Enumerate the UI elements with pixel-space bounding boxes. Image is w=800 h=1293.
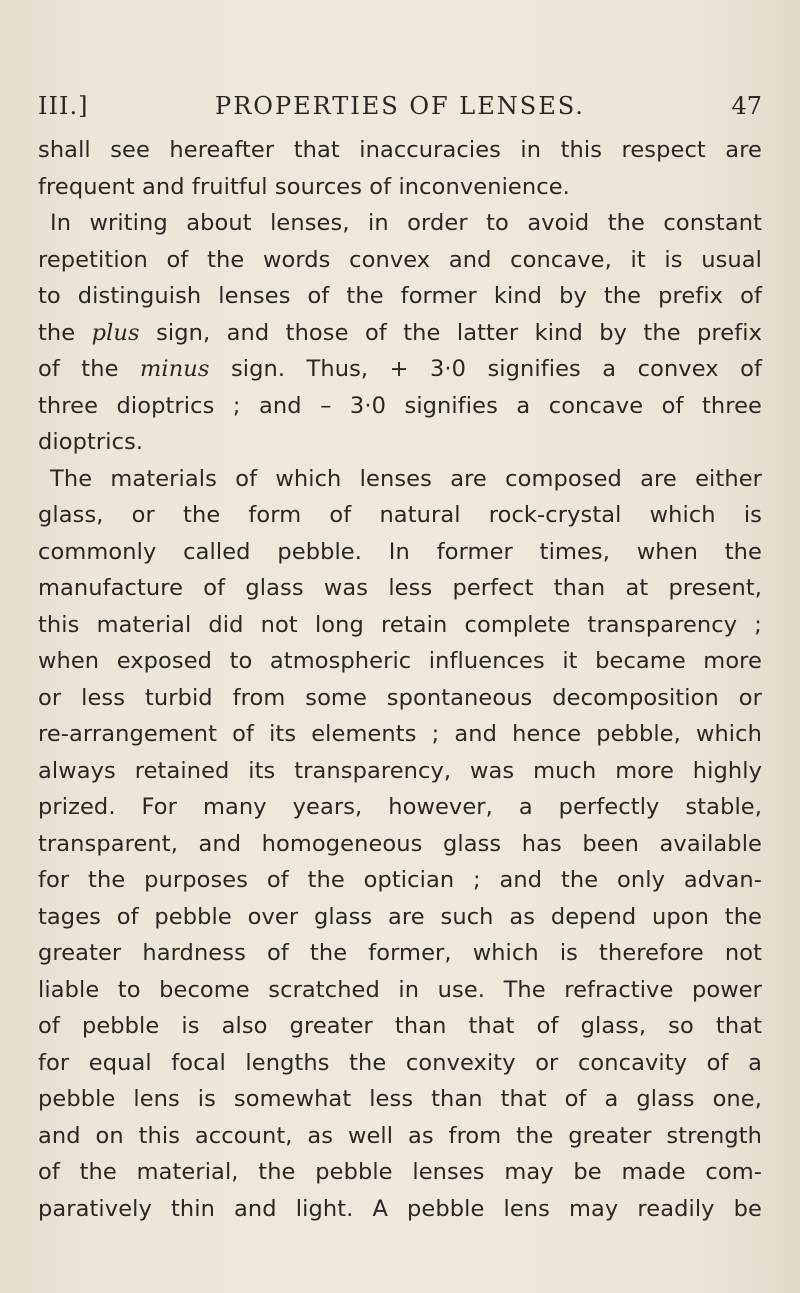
text-line <box>38 315 762 352</box>
text-line: liable to become scratched in use. The refractive power <box>38 976 762 1003</box>
text-fragment: of the <box>38 356 140 382</box>
text-line: greater hardness of the former, which is therefore not <box>38 940 762 966</box>
body-text <box>38 132 762 1227</box>
text-line: paratively thin and light. A pebble lens may readily be <box>38 1195 762 1222</box>
text-line: for equal focal lengths the convexity or concavity of a <box>38 1049 762 1076</box>
text-line: frequent and fruitful sources of inconvenience. <box>38 173 570 200</box>
text-fragment: the <box>38 319 92 346</box>
text-line: when exposed to atmospheric influences it became more <box>38 648 762 674</box>
italic-term-minus: minus <box>139 356 210 382</box>
text-line: The materials of which lenses are composed are either <box>50 465 762 492</box>
text-line: for the purposes of the optician ; and the only advan- <box>38 867 762 893</box>
text-line: of pebble is also greater than that of glass, so that <box>38 1013 762 1039</box>
text-fragment: sign, and those of the latter kind by the prefix <box>139 319 762 346</box>
text-line: always retained its transparency, was much more highly <box>38 757 762 784</box>
page-number: 47 <box>731 92 762 120</box>
italic-term-plus: plus <box>91 319 140 346</box>
text-line: commonly called pebble. In former times, when the <box>38 538 762 565</box>
text-line <box>38 351 762 388</box>
running-title: PROPERTIES OF LENSES. <box>215 92 585 120</box>
text-line: to distinguish lenses of the former kind by the prefix of <box>38 283 762 309</box>
running-header <box>38 88 762 132</box>
text-line: In writing about lenses, in order to avoid the constant <box>50 210 762 236</box>
text-line: three dioptrics ; and – 3·0 signifies a concave of three <box>38 392 762 419</box>
text-line: repetition of the words convex and concave, it is usual <box>38 246 762 273</box>
text-line: this material did not long retain complete transparency ; <box>38 611 762 638</box>
text-line: dioptrics. <box>38 429 144 455</box>
text-line: re-arrangement of its elements ; and hence pebble, which <box>38 721 762 747</box>
text-line: glass, or the form of natural rock-crystal which is <box>38 502 762 528</box>
text-line: of the material, the pebble lenses may be made com- <box>38 1159 762 1185</box>
text-line: or less turbid from some spontaneous decomposition or <box>38 684 762 711</box>
text-line: and on this account, as well as from the greater strength <box>38 1122 762 1149</box>
text-line: pebble lens is somewhat less than that of a glass one, <box>38 1086 762 1112</box>
text-line: shall see hereafter that inaccuracies in this respect are <box>38 137 762 163</box>
text-line: transparent, and homogeneous glass has been available <box>38 830 762 857</box>
text-fragment: sign. Thus, + 3·0 signifies a convex of <box>209 356 762 382</box>
text-line: prized. For many years, however, a perfectly stable, <box>38 794 762 820</box>
text-line: manufacture of glass was less perfect than at present, <box>38 575 762 601</box>
text-line: tages of pebble over glass are such as depend upon the <box>38 903 762 930</box>
chapter-marker: III.] <box>38 92 89 120</box>
